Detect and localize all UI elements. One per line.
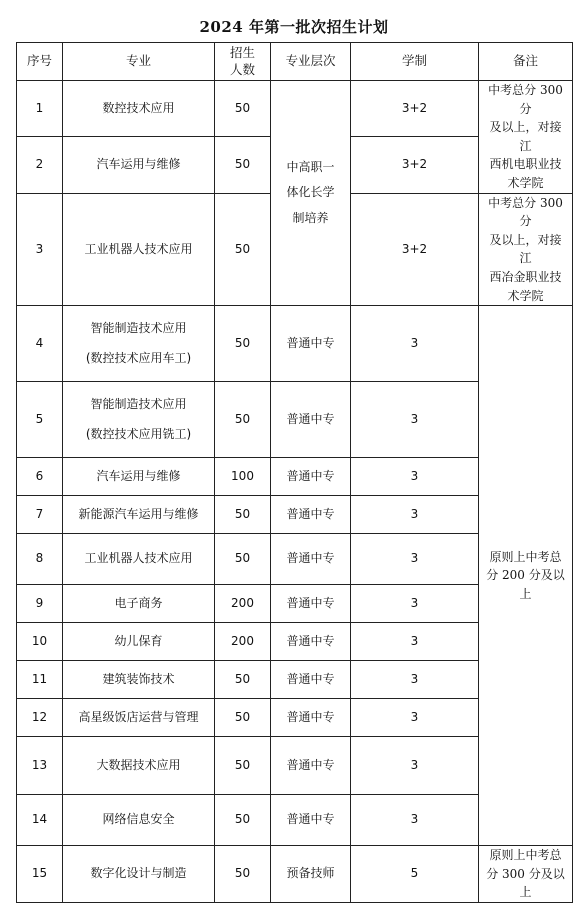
cell-years: 3+2 [351, 137, 479, 193]
cell-major-line2: (数控技术应用车工) [85, 350, 192, 365]
header-quota-line2: 人数 [229, 61, 255, 77]
level-merged-line1: 中高职一 [286, 160, 335, 175]
cell-years: 3 [351, 661, 479, 699]
cell-level: 普通中专 [271, 623, 351, 661]
cell-years: 3 [351, 458, 479, 496]
note-200-line1: 原则上中考总 [489, 549, 562, 564]
cell-level: 普通中专 [271, 458, 351, 496]
cell-index: 2 [17, 137, 63, 193]
note-yj-line3: 西冶金职业技 [489, 269, 562, 284]
cell-quota: 200 [215, 623, 271, 661]
cell-major: 工业机器人技术应用 [63, 534, 215, 585]
cell-index: 5 [17, 382, 63, 458]
cell-major: 幼儿保育 [63, 623, 215, 661]
cell-major: 数控技术应用 [63, 81, 215, 137]
cell-note-jdx [479, 81, 573, 194]
cell-note-300 [479, 846, 573, 903]
cell-index: 3 [17, 193, 63, 306]
cell-quota: 50 [215, 661, 271, 699]
table-row [17, 306, 573, 382]
cell-index: 7 [17, 496, 63, 534]
cell-major: 新能源汽车运用与维修 [63, 496, 215, 534]
cell-index: 4 [17, 306, 63, 382]
cell-years: 3 [351, 382, 479, 458]
cell-level: 普通中专 [271, 699, 351, 737]
cell-quota: 200 [215, 585, 271, 623]
table-row [17, 846, 573, 903]
cell-level: 普通中专 [271, 795, 351, 846]
note-jdx-line2: 及以上，对接江 [489, 120, 562, 153]
cell-quota: 50 [215, 193, 271, 306]
cell-major [63, 382, 215, 458]
cell-note-yj [479, 193, 573, 306]
cell-major-line1: 智能制造技术应用 [90, 397, 187, 412]
cell-level: 普通中专 [271, 382, 351, 458]
cell-quota: 50 [215, 81, 271, 137]
note-jdx-line1: 中考总分 300 分 [488, 83, 563, 116]
cell-major: 汽车运用与维修 [63, 458, 215, 496]
cell-level-merged [271, 81, 351, 306]
note-yj-line2: 及以上，对接江 [489, 232, 562, 266]
cell-level: 普通中专 [271, 306, 351, 382]
cell-quota: 50 [215, 496, 271, 534]
cell-quota: 50 [215, 382, 271, 458]
cell-index: 10 [17, 623, 63, 661]
header-index: 序号 [17, 43, 63, 81]
header-major: 专业 [63, 43, 215, 81]
header-quota [215, 43, 271, 81]
cell-major-line1: 智能制造技术应用 [90, 321, 187, 336]
header-quota-line1: 招生 [229, 45, 255, 61]
cell-quota: 50 [215, 534, 271, 585]
page-title: 2024 年第一批次招生计划 [199, 18, 389, 36]
header-level: 专业层次 [271, 43, 351, 81]
cell-level: 预备技师 [271, 846, 351, 903]
cell-quota: 50 [215, 306, 271, 382]
cell-quota: 50 [215, 699, 271, 737]
cell-index: 6 [17, 458, 63, 496]
header-years: 学制 [351, 43, 479, 81]
cell-quota: 50 [215, 137, 271, 193]
cell-quota: 50 [215, 737, 271, 795]
cell-major: 网络信息安全 [63, 795, 215, 846]
cell-years: 3 [351, 534, 479, 585]
note-200-line2: 分 200 分及以上 [486, 568, 565, 601]
cell-years: 3 [351, 623, 479, 661]
cell-level: 普通中专 [271, 661, 351, 699]
note-jdx-line3: 西机电职业技 [489, 157, 562, 172]
cell-note-200 [479, 306, 573, 846]
note-jdx-line4: 术学院 [507, 175, 544, 190]
cell-major [63, 306, 215, 382]
cell-years: 3 [351, 496, 479, 534]
cell-quota: 50 [215, 846, 271, 903]
cell-quota: 100 [215, 458, 271, 496]
cell-years: 3 [351, 795, 479, 846]
cell-years: 3 [351, 737, 479, 795]
cell-major: 大数据技术应用 [63, 737, 215, 795]
enrollment-plan-table [16, 42, 573, 903]
table-row [17, 81, 573, 137]
cell-years: 3+2 [351, 193, 479, 306]
level-merged-line2: 体化长学 [286, 185, 335, 200]
cell-level: 普通中专 [271, 737, 351, 795]
cell-index: 14 [17, 795, 63, 846]
cell-index: 1 [17, 81, 63, 137]
cell-index: 12 [17, 699, 63, 737]
cell-quota: 50 [215, 795, 271, 846]
cell-years: 5 [351, 846, 479, 903]
level-merged-line3: 制培养 [292, 210, 329, 225]
cell-major: 建筑装饰技术 [63, 661, 215, 699]
cell-major: 高星级饭店运营与管理 [63, 699, 215, 737]
cell-years: 3 [351, 306, 479, 382]
note-yj-line1: 中考总分 300 分 [488, 195, 563, 229]
note-300-line2: 分 300 分及以上 [486, 866, 565, 900]
cell-major: 工业机器人技术应用 [63, 193, 215, 306]
cell-index: 8 [17, 534, 63, 585]
cell-major-line2: (数控技术应用铣工) [85, 426, 192, 441]
cell-major: 电子商务 [63, 585, 215, 623]
note-yj-line4: 术学院 [507, 288, 544, 303]
note-300-line1: 原则上中考总 [489, 848, 562, 863]
cell-level: 普通中专 [271, 534, 351, 585]
cell-index: 13 [17, 737, 63, 795]
header-notes: 备注 [479, 43, 573, 81]
header-row [17, 43, 573, 81]
cell-index: 11 [17, 661, 63, 699]
cell-major: 数字化设计与制造 [63, 846, 215, 903]
cell-level: 普通中专 [271, 585, 351, 623]
cell-major: 汽车运用与维修 [63, 137, 215, 193]
cell-years: 3+2 [351, 81, 479, 137]
cell-index: 15 [17, 846, 63, 903]
cell-level: 普通中专 [271, 496, 351, 534]
cell-years: 3 [351, 585, 479, 623]
cell-years: 3 [351, 699, 479, 737]
cell-index: 9 [17, 585, 63, 623]
